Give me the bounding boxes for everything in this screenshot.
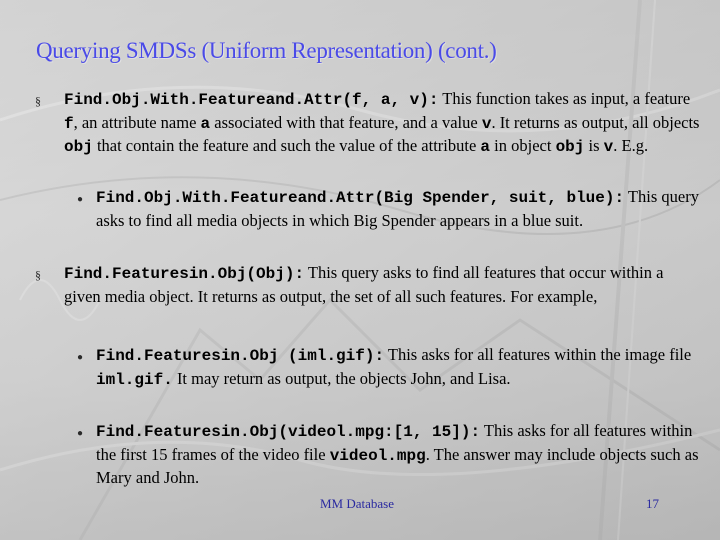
sub-item-video-example: Find.Featuresin.Obj(videol.mpg:[1, 15]): This asks for all features within the first 15 frames of the video file videol.mpg. The answer may include objects such as Mary and John. — [96, 421, 699, 488]
example-query: Find.Obj.With.Featureand.Attr(Big Spender, suit, blue): — [96, 189, 625, 207]
example-query: Find.Featuresin.Obj(videol.mpg:[1, 15]): — [96, 423, 481, 441]
sub-bullet-marker: ● — [77, 428, 84, 439]
sub-bullet-marker: ● — [77, 194, 84, 205]
bullet-marker: § — [35, 268, 41, 282]
slide-title: Querying SMDSs (Uniform Representation) (cont.) — [36, 38, 497, 63]
sub-item-big-spender-example: Find.Obj.With.Featureand.Attr(Big Spender, suit, blue): This query asks to find all media objects in which Big Spender appears in a blue suit. — [96, 187, 699, 230]
footer-label: MM Database — [320, 496, 395, 511]
page-number: 17 — [646, 496, 659, 511]
function-signature: Find.Obj.With.Featureand.Attr(f, a, v): — [64, 91, 439, 109]
list-item-find-features-in-obj: Find.Featuresin.Obj(Obj): This query asks to find all features that occur within a given media object. It returns as output, the set of all such features. For example, — [64, 263, 664, 306]
sub-item-image-example: Find.Featuresin.Obj (iml.gif): This asks for all features within the image file iml.gif. It may return as output, the objects John, and Lisa. — [96, 345, 692, 389]
bullet-marker: § — [35, 94, 41, 108]
function-signature: Find.Featuresin.Obj(Obj): — [64, 265, 305, 283]
list-item-find-obj-with-feature: Find.Obj.With.Featureand.Attr(f, a, v): This function takes as input, a feature f, an attribute name a associated with that feature, and a value v. It returns as output, all objects obj that contain the feature and such the value of the attribute a in object obj is v. E.g. — [64, 89, 700, 157]
example-query: Find.Featuresin.Obj (iml.gif): — [96, 347, 385, 365]
sub-bullet-marker: ● — [77, 352, 84, 363]
